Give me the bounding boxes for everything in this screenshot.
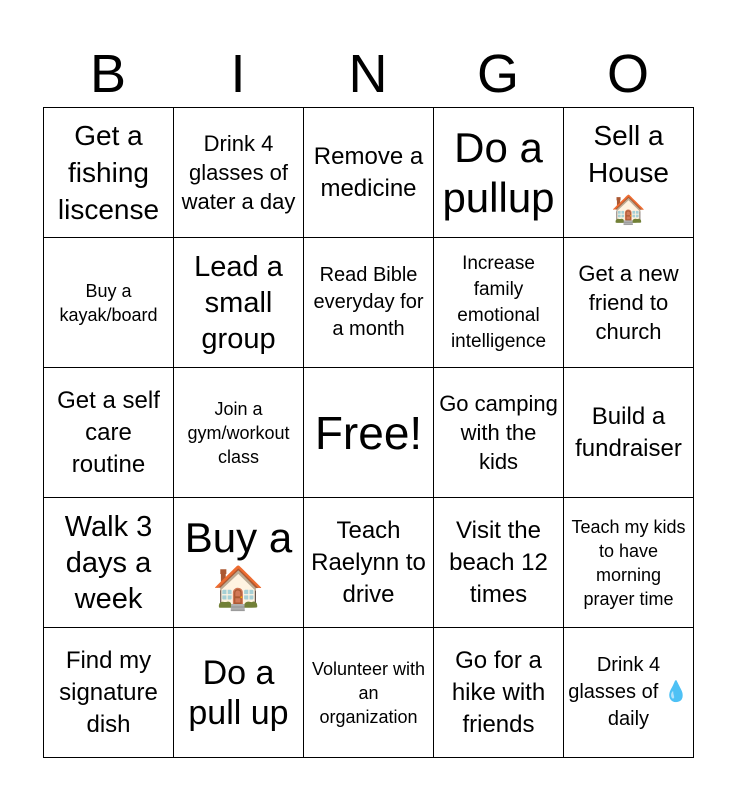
- cell-text: Do a pull up: [188, 653, 289, 732]
- bingo-cell[interactable]: [174, 498, 304, 628]
- bingo-cell[interactable]: [174, 628, 304, 758]
- bingo-cell[interactable]: [44, 238, 174, 368]
- cell-text: Lead a small group: [194, 250, 283, 355]
- bingo-cell[interactable]: [304, 368, 434, 498]
- cell-text-free: Free!: [314, 406, 423, 459]
- cell-text: Buy a 🏠: [184, 513, 293, 611]
- cell-text: Teach Raelynn to drive: [311, 516, 426, 608]
- bingo-cell[interactable]: [564, 108, 694, 238]
- bingo-cell[interactable]: [434, 108, 564, 238]
- header-letter-g: G: [476, 44, 519, 104]
- cell-text: Do a pullup: [442, 123, 555, 221]
- header-letter-b: B: [89, 44, 127, 104]
- bingo-cell[interactable]: [304, 238, 434, 368]
- cell-text: Sell a House 🏠: [588, 120, 669, 225]
- cell-text: Go camping with the kids: [439, 391, 558, 474]
- cell-text: Teach my kids to have morning prayer time: [571, 516, 686, 609]
- header-letter-n: N: [348, 44, 388, 104]
- bingo-cell[interactable]: [44, 628, 174, 758]
- cell-text: Drink 4 glasses of 💧 daily: [568, 654, 689, 730]
- cell-text: Remove a medicine: [313, 142, 424, 202]
- bingo-cell[interactable]: [304, 108, 434, 238]
- cell-text: Go for a hike with friends: [451, 646, 546, 738]
- bingo-cell[interactable]: [434, 498, 564, 628]
- bingo-cell[interactable]: [304, 498, 434, 628]
- bingo-cell[interactable]: [564, 628, 694, 758]
- cell-text: Increase family emotional intelligence: [450, 252, 547, 352]
- bingo-cell[interactable]: [304, 628, 434, 758]
- bingo-cell[interactable]: [564, 498, 694, 628]
- bingo-cell[interactable]: [434, 368, 564, 498]
- bingo-cell[interactable]: [44, 368, 174, 498]
- cell-text: Join a gym/workout class: [187, 398, 290, 467]
- bingo-board: [43, 107, 694, 758]
- cell-text: Drink 4 glasses of water a day: [181, 131, 296, 214]
- cell-text: Read Bible everyday for a month: [313, 264, 424, 340]
- bingo-header: [43, 40, 693, 108]
- header-letter-i: I: [230, 44, 246, 104]
- cell-text: Walk 3 days a week: [64, 510, 153, 615]
- header-letter-o: O: [606, 44, 649, 104]
- cell-text: Volunteer with an organization: [311, 658, 426, 727]
- bingo-cell[interactable]: [174, 368, 304, 498]
- cell-text: Get a new friend to church: [578, 261, 679, 344]
- cell-text: Build a fundraiser: [575, 402, 682, 462]
- bingo-cell[interactable]: [44, 498, 174, 628]
- cell-text: Get a self care routine: [57, 386, 160, 478]
- bingo-cell[interactable]: [174, 238, 304, 368]
- bingo-cell[interactable]: [564, 368, 694, 498]
- cell-text: Buy a kayak/board: [59, 280, 158, 325]
- bingo-cell[interactable]: [44, 108, 174, 238]
- cell-text: Visit the beach 12 times: [449, 516, 548, 608]
- cell-text: Get a fishing liscense: [57, 120, 160, 225]
- bingo-cell[interactable]: [434, 628, 564, 758]
- cell-text: Find my signature dish: [59, 646, 158, 738]
- bingo-cell[interactable]: [564, 238, 694, 368]
- bingo-cell[interactable]: [434, 238, 564, 368]
- bingo-cell[interactable]: [174, 108, 304, 238]
